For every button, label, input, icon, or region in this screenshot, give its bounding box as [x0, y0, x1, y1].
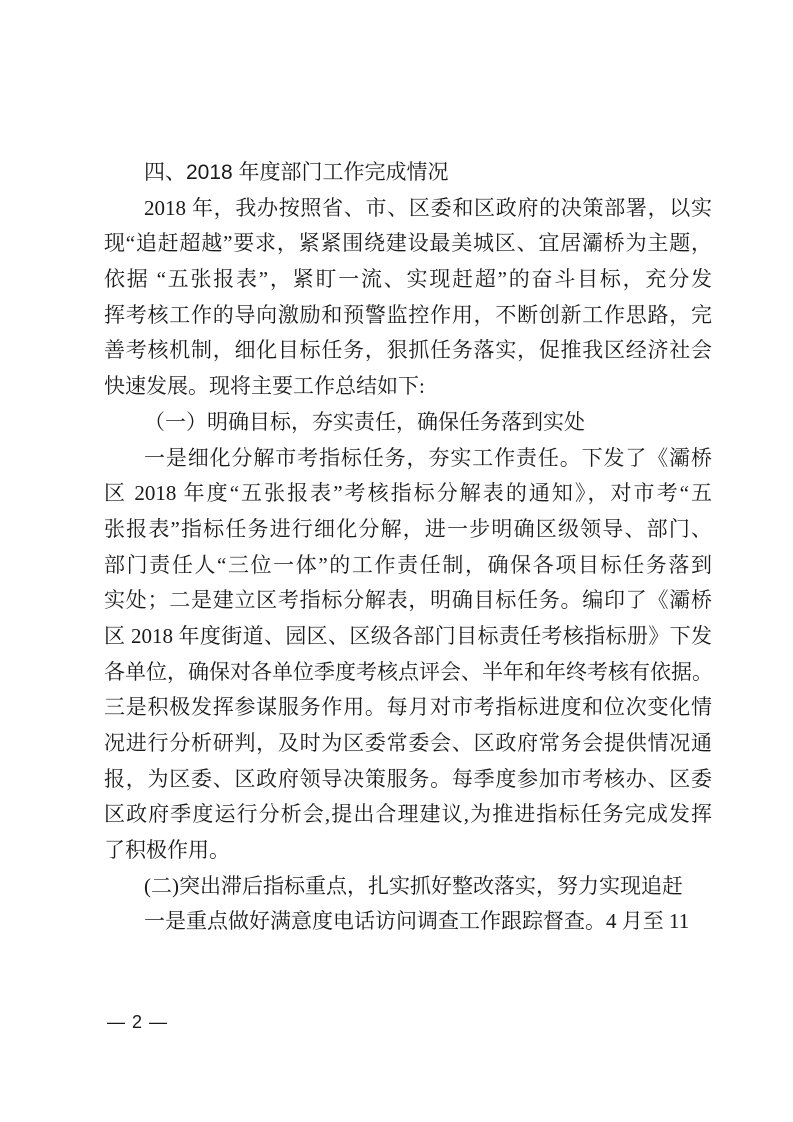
text-line: 了积极作用。: [104, 838, 230, 863]
section-heading: [104, 155, 712, 191]
text-line: 2018 年，我办按照省、市、区委和区政府的决策部署，以实: [144, 195, 712, 220]
text-line: 况进行分析研判，及时为区委常委会、区政府常务会提供情况通: [104, 731, 712, 755]
document-body: [104, 155, 712, 940]
text-line: 一是细化分解市考指标任务，夯实工作责任。下发了《灞桥: [144, 445, 712, 470]
text-line: 三是积极发挥参谋服务作用。每月对市考指标进度和位次变化情: [104, 695, 712, 720]
text-line: 现“追赶超越”要求，紧紧围绕建设最美城区、宜居灞桥为主题，: [104, 231, 712, 256]
paragraph: [104, 441, 712, 869]
text-line: 挥考核工作的导向激励和预警监控作用，不断创新工作思路，完: [104, 302, 712, 327]
subsection-heading: [104, 405, 712, 441]
text-line: 一是重点做好满意度电话访问调查工作跟踪督查。4 月至 11: [144, 909, 690, 934]
text-line: 实处；二是建立区考指标分解表，明确目标任务。编印了《灞桥: [104, 588, 712, 613]
text-line: 张报表”指标任务进行细化分解，进一步明确区级领导、部门、: [104, 516, 712, 541]
text-line: 依据 “五张报表”，紧盯一流、实现赶超”的奋斗目标，充分发: [104, 267, 712, 292]
page-number: — 2 —: [107, 1012, 169, 1032]
text-line: 快速发展。现将主要工作总结如下:: [104, 374, 425, 399]
paragraph: [104, 191, 712, 405]
text-line: 区 2018 年度“五张报表”考核指标分解表的通知》，对市考“五: [104, 481, 712, 506]
text-line: 部门责任人“三位一体”的工作责任制，确保各项目标任务落到: [104, 552, 712, 577]
text-line: 报，为区委、区政府领导决策服务。每季度参加市考核办、区委: [104, 766, 712, 791]
paragraph: [104, 904, 712, 940]
text-line: 区 2018 年度街道、园区、区级各部门目标责任考核指标册》下发: [104, 623, 712, 648]
text-line: 四、2018 年度部门工作完成情况: [144, 161, 449, 184]
text-line: 区政府季度运行分析会,提出合理建议,为推进指标任务完成发挥: [104, 802, 712, 827]
text-line: （一）明确目标，夯实责任，确保任务落到实处: [144, 409, 585, 434]
text-line: 善考核机制，细化目标任务，狠抓任务落实，促推我区经济社会: [104, 338, 712, 363]
text-line: 各单位，确保对各单位季度考核点评会、半年和年终考核有依据。: [104, 659, 713, 684]
subsection-heading: [104, 869, 712, 905]
text-line: (二)突出滞后指标重点，扎实抓好整改落实，努力实现追赶: [144, 873, 683, 898]
